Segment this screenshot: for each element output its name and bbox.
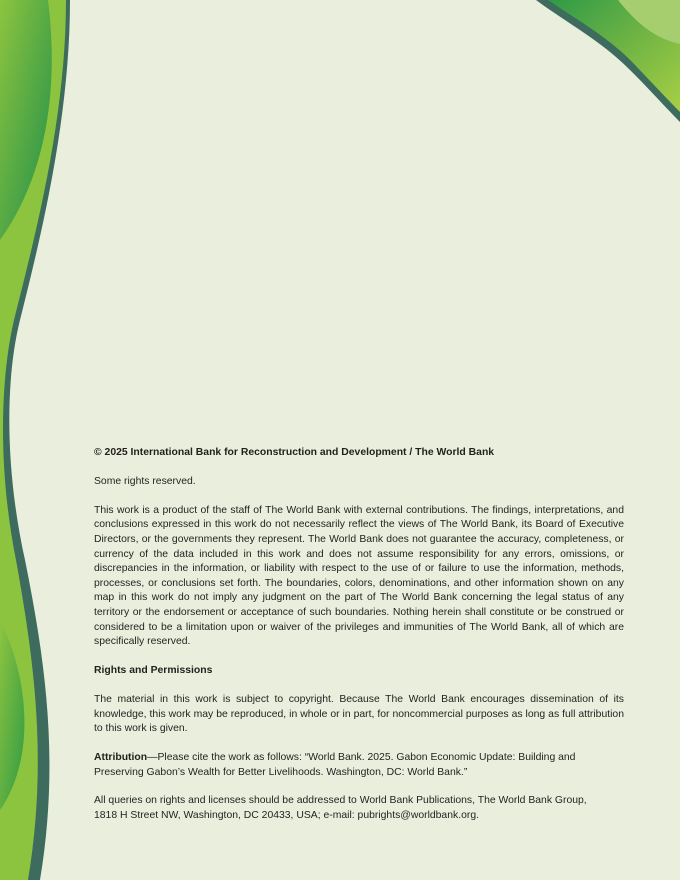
- attribution-text: —Please cite the work as follows: “World Bank. 2025. Gabon Economic Update: Building and Preserving Gabon’s Wealth for Better Livelihoods. Washington, DC: World Bank.”: [94, 751, 576, 778]
- rights-permissions-heading: Rights and Permissions: [94, 665, 213, 677]
- queries-paragraph: [94, 794, 624, 823]
- rights-permissions-paragraph: The material in this work is subject to copyright. Because The World Bank encourages dissemination of its knowledge, this work may be reproduced, in whole or in part, for noncommercial purposes as long as full attribution to this work is given.: [94, 693, 624, 735]
- queries-line-1: All queries on rights and licenses should be addressed to World Bank Publications, The World Bank Group,: [94, 795, 587, 807]
- attribution-paragraph: [94, 751, 624, 780]
- attribution-label: Attribution: [94, 751, 148, 763]
- disclaimer-paragraph: This work is a product of the staff of The World Bank with external contributions. The findings, interpretations, and conclusions expressed in this work do not necessarily reflect the views of The World Bank, its Board of Executive Directors, or the governments they represent. The World Bank does not guarantee the accuracy, completeness, or currency of the data included in this work and does not assume responsibility for any errors, omissions, or discrepancies in the information, or liability with respect to the use of or failure to use the information, methods, processes, or conclusions set forth. The boundaries, colors, denominations, and other information shown on any map in this work do not imply any judgment on the part of The World Bank concerning the legal status of any territory or the endorsement or acceptance of such boundaries. Nothing herein shall constitute or be construed or considered to be a limitation upon or waiver of the privileges and immunities of The World Bank, all of which are specifically reserved.: [94, 504, 624, 648]
- queries-line-2: 1818 H Street NW, Washington, DC 20433, USA; e-mail: pubrights@worldbank.org.: [94, 810, 479, 822]
- copyright-line: © 2025 International Bank for Reconstruction and Development / The World Bank: [94, 447, 495, 458]
- rights-reserved: Some rights reserved.: [94, 475, 196, 487]
- copyright-page-content: [94, 446, 624, 838]
